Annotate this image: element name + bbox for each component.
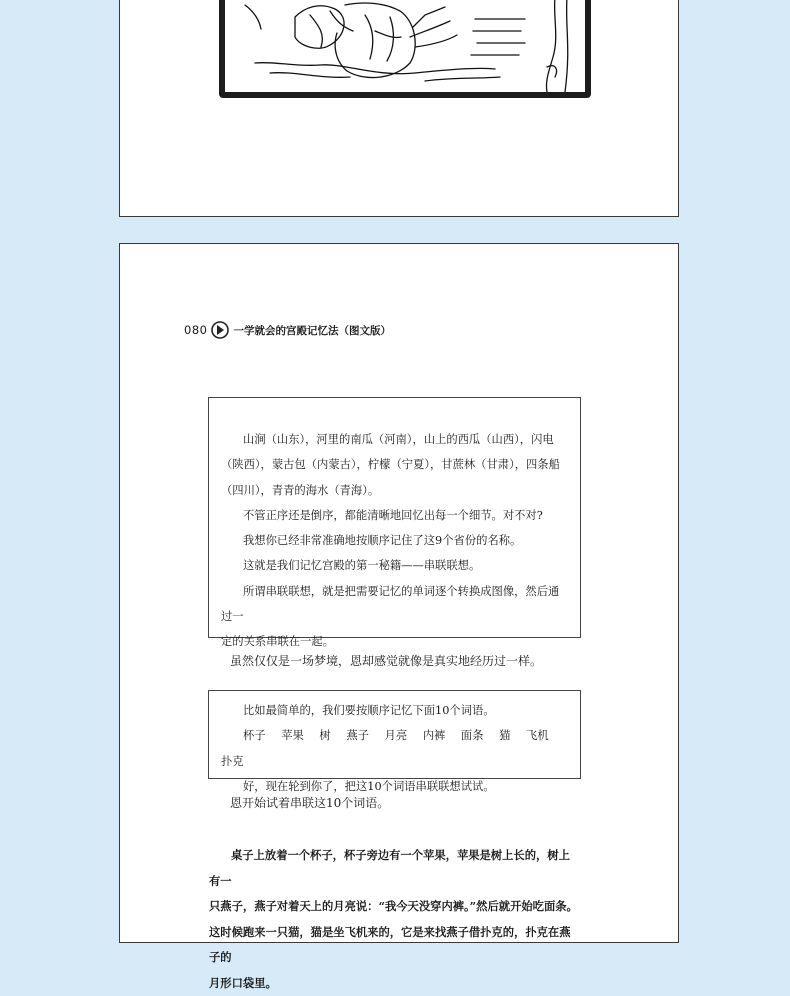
word-item: 飞机 [526, 729, 549, 742]
page-number: 080 [184, 323, 207, 337]
illustration-frame [219, 0, 591, 98]
quote-box-provinces [208, 397, 581, 638]
sketch-illustration [225, 0, 585, 92]
book-page [119, 243, 679, 943]
body-paragraph-dream: 虽然仅仅是一场梦境，恩却感觉就像是真实地经历过一样。 [230, 652, 542, 669]
word-item: 猫 [499, 729, 510, 742]
word-item: 苹果 [281, 729, 304, 742]
box2-outro: 好，现在轮到你了，把这10个词语串联联想试试。 [221, 774, 570, 799]
word-item: 树 [319, 729, 330, 742]
book-title: 一学就会的宫殿记忆法（图文版） [233, 323, 391, 338]
box2-intro: 比如最简单的，我们要按顺序记忆下面10个词语。 [221, 698, 570, 723]
box1-para5-line1: 所谓串联联想，就是把需要记忆的单词逐个转换成图像，然后通过一 [221, 579, 570, 630]
story-paragraph [209, 843, 579, 996]
box1-para1-line1: 山涧（山东），河里的南瓜（河南），山上的西瓜（山西），闪电 [221, 427, 570, 452]
story-line: 桌子上放着一个杯子，杯子旁边有一个苹果，苹果是树上长的，树上有一 [209, 843, 579, 894]
box1-para1-line3: （四川），青青的海水（青海）。 [221, 478, 570, 503]
word-item: 燕子 [346, 729, 369, 742]
box1-para5-line2: 定的关系串联在一起。 [221, 629, 570, 654]
body-paragraph-start: 恩开始试着串联这10个词语。 [230, 794, 389, 811]
word-list [221, 723, 570, 774]
word-item: 扑克 [221, 755, 244, 768]
running-head [184, 321, 391, 339]
box1-line4: 这就是我们记忆宫殿的第一秘籍——串联联想。 [221, 553, 570, 578]
story-line: 月形口袋里。 [209, 971, 579, 996]
story-line: 只燕子，燕子对着天上的月亮说：“我今天没穿内裤。”然后就开始吃面条。 [209, 894, 579, 920]
word-item: 月亮 [385, 729, 408, 742]
right-arrow-circle-icon [211, 321, 229, 339]
previous-page [119, 0, 679, 217]
story-line: 这时候跑来一只猫，猫是坐飞机来的，它是来找燕子借扑克的，扑克在燕子的 [209, 920, 579, 971]
word-item: 杯子 [243, 729, 266, 742]
word-item: 面条 [461, 729, 484, 742]
box1-line3: 我想你已经非常准确地按顺序记住了这9个省份的名称。 [221, 528, 570, 553]
box1-para1-line2: （陕西），蒙古包（内蒙古），柠檬（宁夏），甘蔗林（甘肃），四条船 [221, 452, 570, 477]
quote-box-words [208, 690, 581, 779]
box1-line2: 不管正序还是倒序，都能清晰地回忆出每一个细节。对不对? [221, 503, 570, 528]
word-item: 内裤 [423, 729, 446, 742]
